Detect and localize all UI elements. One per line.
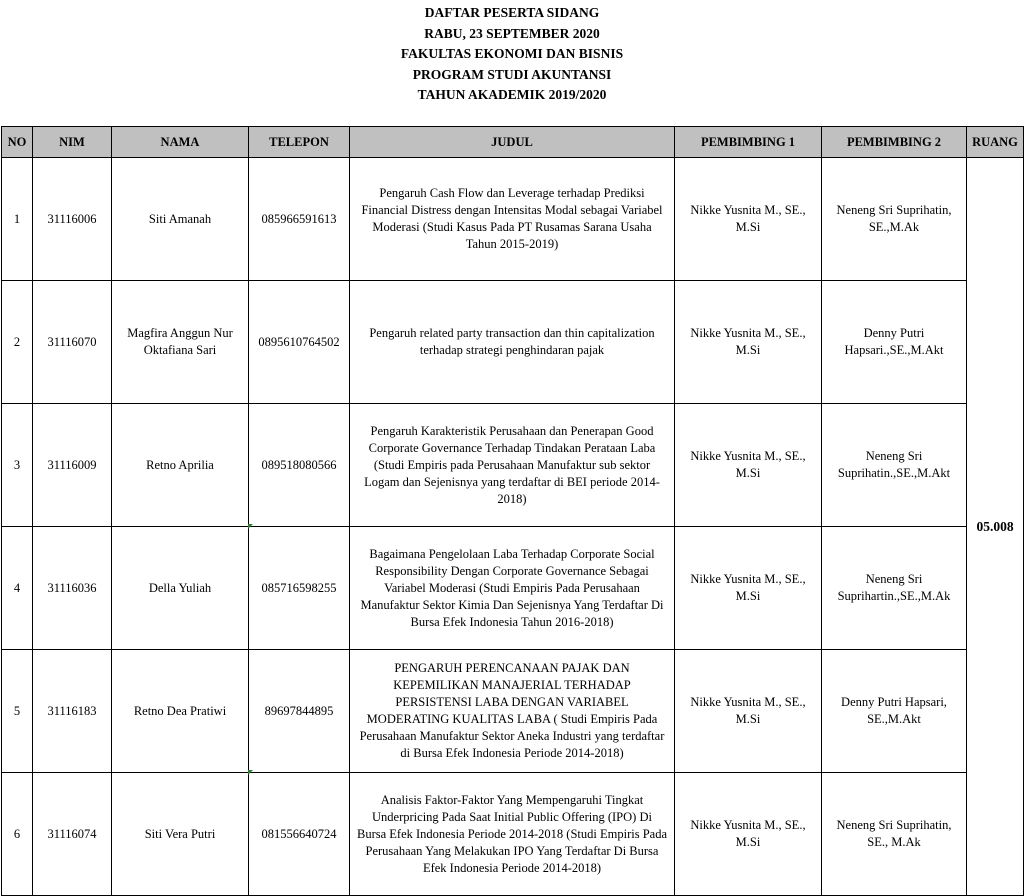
cell-pembimbing-1: Nikke Yusnita M., SE., M.Si — [675, 281, 822, 404]
cell-ruang: 05.008 — [967, 158, 1024, 896]
title-line: RABU, 23 SEPTEMBER 2020 — [424, 25, 600, 41]
title-line: FAKULTAS EKONOMI DAN BISNIS — [400, 46, 624, 61]
header-pembimbing-2: PEMBIMBING 2 — [822, 127, 967, 158]
cell-pembimbing-2: Neneng Sri Suprihatin.,SE.,M.Akt — [822, 404, 967, 527]
cell-nim: 31116074 — [33, 773, 112, 896]
cell-nim: 31116036 — [33, 527, 112, 650]
cell-telepon: 0895610764502 — [249, 281, 350, 404]
cell-no: 2 — [2, 281, 33, 404]
table-row — [2, 650, 1024, 773]
table-row — [2, 404, 1024, 527]
participant-table — [1, 126, 1024, 896]
header-pembimbing-1: PEMBIMBING 1 — [675, 127, 822, 158]
document-title — [0, 3, 1024, 106]
cell-no: 1 — [2, 158, 33, 281]
cell-nim: 31116006 — [33, 158, 112, 281]
cell-nim: 31116183 — [33, 650, 112, 773]
cell-pembimbing-1: Nikke Yusnita M., SE., M.Si — [675, 158, 822, 281]
table-row — [2, 281, 1024, 404]
header-row — [2, 127, 1024, 158]
cell-nim: 31116009 — [33, 404, 112, 527]
title-line: DAFTAR PESERTA SIDANG — [424, 5, 600, 20]
table-row — [2, 527, 1024, 650]
cell-telepon: 89697844895 — [249, 650, 350, 773]
cell-pembimbing-2: Neneng Sri Suprihatin, SE.,M.Ak — [822, 158, 967, 281]
table-row — [2, 158, 1024, 281]
header-nim: NIM — [33, 127, 112, 158]
cell-telepon: 085966591613 — [249, 158, 350, 281]
cell-pembimbing-1: Nikke Yusnita M., SE., M.Si — [675, 650, 822, 773]
cell-judul: Analisis Faktor-Faktor Yang Mempengaruhi Tingkat Underpricing Pada Saat Initial Public Offering (IPO) Di Bursa Efek Indonesia Periode 2014-2018 (Studi Empiris Pada Perusahaan Yang Melakukan IPO Yang Terdaftar Di Bursa Efek Indonesia Periode 2014-2018) — [350, 773, 675, 896]
title-line: TAHUN AKADEMIK 2019/2020 — [417, 87, 607, 102]
cell-nama: Retno Dea Pratiwi — [112, 650, 249, 773]
comment-marker-icon[interactable] — [248, 524, 253, 529]
comment-marker-icon[interactable] — [248, 770, 253, 775]
header-ruang: RUANG — [967, 127, 1024, 158]
table-row — [2, 773, 1024, 896]
cell-telepon: 085716598255 — [249, 527, 350, 650]
header-telepon: TELEPON — [249, 127, 350, 158]
cell-judul: Pengaruh Cash Flow dan Leverage terhadap Prediksi Financial Distress dengan Intensitas Modal sebagai Variabel Moderasi (Studi Kasus Pada PT Rusamas Sarana Usaha Tahun 2015-2019) — [350, 158, 675, 281]
cell-judul: Bagaimana Pengelolaan Laba Terhadap Corporate Social Responsibility Dengan Corporate Governance Sebagai Variabel Moderasi (Studi Empiris Pada Perusahaan Manufaktur Sektor Kimia Dan Sejenisnya Yang Terdaftar Di Bursa Efek Indonesia Tahun 2016-2018) — [350, 527, 675, 650]
cell-no: 6 — [2, 773, 33, 896]
cell-telepon: 081556640724 — [249, 773, 350, 896]
cell-judul: Pengaruh Karakteristik Perusahaan dan Penerapan Good Corporate Governance Terhadap Tindakan Perataan Laba (Studi Empiris pada Perusahaan Manufaktur sub sektor Logam dan Sejenisnya yang terdaftar di BEI periode 2014-2018) — [350, 404, 675, 527]
cell-no: 4 — [2, 527, 33, 650]
cell-nama: Siti Vera Putri — [112, 773, 249, 896]
cell-pembimbing-2: Denny Putri Hapsari, SE.,M.Akt — [822, 650, 967, 773]
cell-pembimbing-2: Denny Putri Hapsari.,SE.,M.Akt — [822, 281, 967, 404]
cell-no: 5 — [2, 650, 33, 773]
cell-judul: Pengaruh related party transaction dan thin capitalization terhadap strategi penghindaran pajak — [350, 281, 675, 404]
cell-nim: 31116070 — [33, 281, 112, 404]
cell-pembimbing-2: Neneng Sri Suprihatin, SE., M.Ak — [822, 773, 967, 896]
cell-pembimbing-1: Nikke Yusnita M., SE., M.Si — [675, 773, 822, 896]
header-no: NO — [2, 127, 33, 158]
title-line: PROGRAM STUDI AKUNTANSI — [412, 66, 612, 82]
cell-nama: Siti Amanah — [112, 158, 249, 281]
cell-judul: PENGARUH PERENCANAAN PAJAK DAN KEPEMILIKAN MANAJERIAL TERHADAP PERSISTENSI LABA DENGAN VARIABEL MODERATING KUALITAS LABA ( Studi Empiris Pada Perusahaan Manufaktur Sektor Aneka Industri yang terdaftar di Bursa Efek Indonesia Periode 2014-2018) — [350, 650, 675, 773]
cell-pembimbing-1: Nikke Yusnita M., SE., M.Si — [675, 404, 822, 527]
header-judul: JUDUL — [350, 127, 675, 158]
cell-no: 3 — [2, 404, 33, 527]
cell-telepon: 089518080566 — [249, 404, 350, 527]
cell-nama: Della Yuliah — [112, 527, 249, 650]
header-nama: NAMA — [112, 127, 249, 158]
cell-nama: Magfira Anggun Nur Oktafiana Sari — [112, 281, 249, 404]
cell-nama: Retno Aprilia — [112, 404, 249, 527]
cell-pembimbing-2: Neneng Sri Suprihartin.,SE.,M.Ak — [822, 527, 967, 650]
cell-pembimbing-1: Nikke Yusnita M., SE., M.Si — [675, 527, 822, 650]
